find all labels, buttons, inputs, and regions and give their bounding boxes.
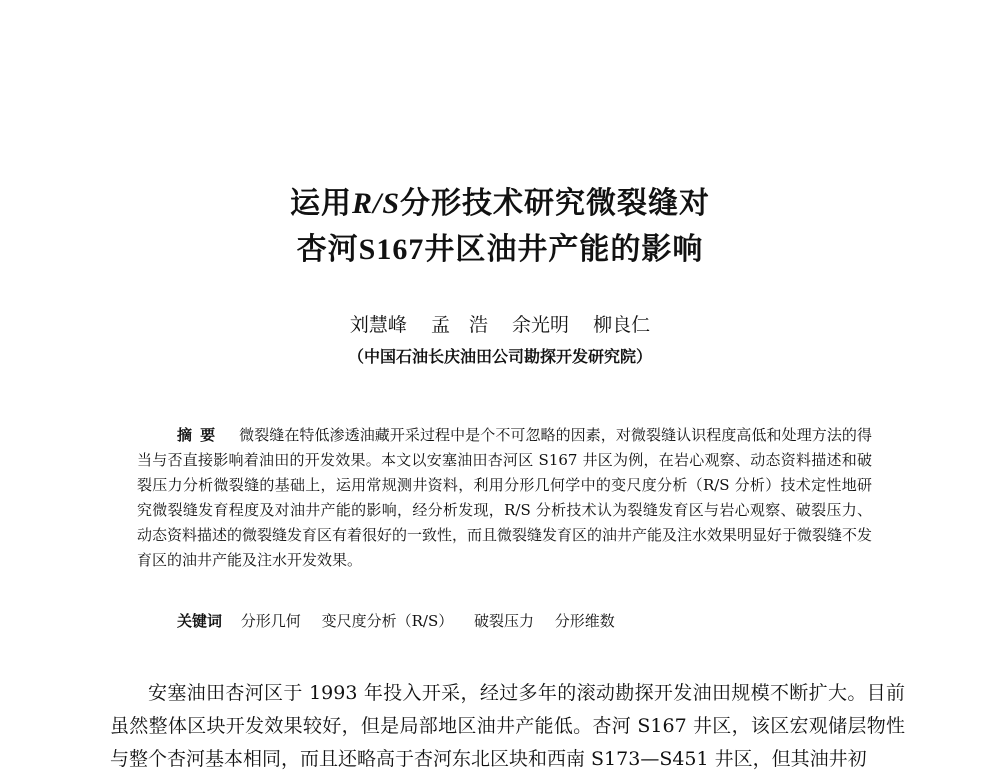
abstract-label: 摘要 — [177, 426, 224, 444]
author-name: 孟 浩 — [430, 314, 488, 336]
abstract-block — [137, 423, 872, 573]
paper-title-line-2 — [0, 232, 1000, 268]
title-line2-well: S167 — [358, 233, 425, 266]
keyword: 破裂压力 — [474, 612, 535, 630]
author-name: 刘慧峰 — [349, 314, 407, 336]
keywords-label: 关键词 — [177, 612, 223, 630]
title-line1-pre: 运用 — [289, 186, 352, 221]
abstract-text: 微裂缝在特低渗透油藏开采过程中是个不可忽略的因素，对微裂缝认识程度高低和处理方法的得当与否直接影响着油田的开发效果。本文以安塞油田杏河区 S167 井区为例，在岩心观察、动态资料描述和破裂压力分析微裂缝的基础上，运用常规测井资料，利用分形几何学中的变尺度分析（R/S 分析）技术定性地研究微裂缝发育程度及对油井产能的影响，经分析发现，R/S 分析技术认为裂缝发育区与岩心观察、破裂压力、动态资料描述的微裂缝发育区有着很好的一致性，而且微裂缝发育区的油井产能及注水效果明显好于微裂缝不发育区的油井产能及注水开发效果。 — [137, 426, 873, 569]
author-name: 余光明 — [512, 314, 570, 336]
author-name: 柳良仁 — [593, 314, 651, 336]
title-line1-post: 分形技术研究微裂缝对 — [400, 186, 711, 221]
title-line1-rs: R/S — [351, 187, 401, 220]
keyword: 变尺度分析（R/S） — [321, 612, 454, 630]
body-paragraph: 安塞油田杏河区于 1993 年投入开采，经过多年的滚动勘探开发油田规模不断扩大。目前虽然整体区块开发效果较好，但是局部地区油井产能低。杏河 S167 井区，该区宏观储层物性与整个杏河基本相同，而且还略高于杏河东北区块和西南 S173—S451 井区，但其油井初 — [110, 682, 905, 770]
affiliation: （中国石油长庆油田公司勘探开发研究院） — [347, 347, 652, 366]
title-line2-post: 井区油井产能的影响 — [424, 232, 704, 267]
paper-title-line-1 — [0, 186, 1000, 222]
keywords-block — [177, 609, 877, 633]
keyword: 分形维数 — [554, 612, 615, 630]
author-list — [0, 313, 1000, 337]
title-line2-pre: 杏河 — [296, 232, 359, 267]
keyword: 分形几何 — [240, 612, 301, 630]
body-text — [110, 677, 905, 776]
